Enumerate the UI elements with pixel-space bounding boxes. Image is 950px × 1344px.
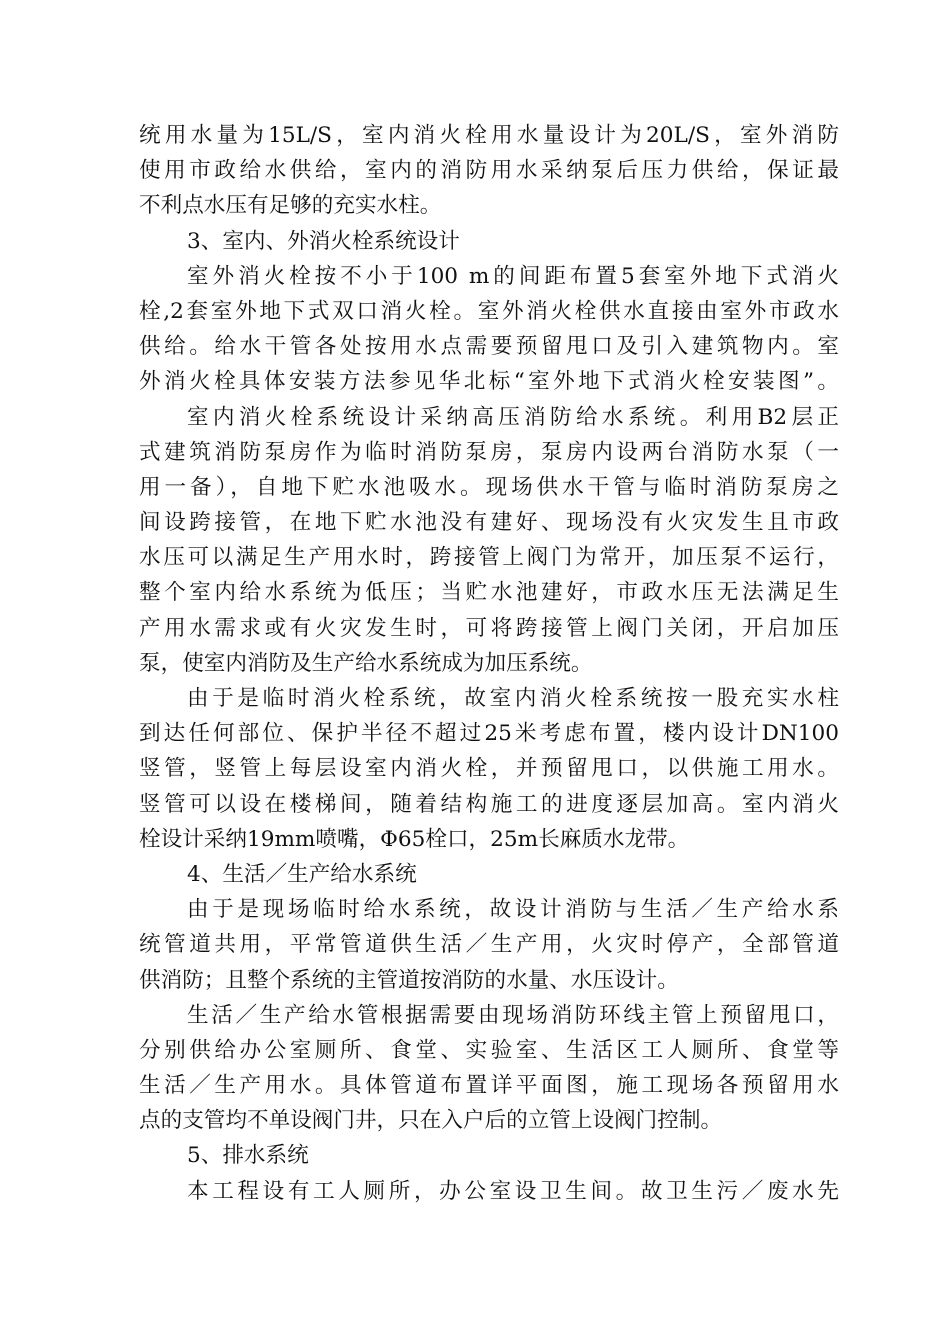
text-line: 分别供给办公室厕所、食堂、实验室、生活区工人厕所、食堂等 xyxy=(139,1037,839,1063)
text-line: 用一备），自地下贮水池吸水。现场供水干管与临时消防泵房之 xyxy=(139,474,839,500)
section-heading: 4、生活／生产给水系统 xyxy=(187,861,417,887)
text-line: 生活／生产给水管根据需要由现场消防环线主管上预留甩口， xyxy=(187,1002,839,1028)
section-heading: 5、排水系统 xyxy=(187,1143,309,1169)
text-line: 点的支管均不单设阀门井，只在入户后的立管上设阀门控制。 xyxy=(139,1108,723,1134)
text-line: 水压可以满足生产用水时，跨接管上阀门为常开，加压泵不运行， xyxy=(139,545,839,571)
text-line: 栓,2套室外地下式双口消火栓。室外消火栓供水直接由室外市政水 xyxy=(139,298,839,324)
text-line: 到达任何部位、保护半径不超过25米考虑布置，楼内设计DN100 xyxy=(139,721,839,747)
text-line: 间设跨接管，在地下贮水池没有建好、现场没有火灾发生且市政 xyxy=(139,510,839,536)
text-line: 使用市政给水供给，室内的消防用水采纳泵后压力供给，保证最 xyxy=(139,158,839,184)
text-line: 式建筑消防泵房作为临时消防泵房，泵房内设两台消防水泵（一 xyxy=(139,439,839,465)
text-line: 不利点水压有足够的充实水柱。 xyxy=(139,193,442,219)
text-line: 整个室内给水系统为低压；当贮水池建好，市政水压无法满足生 xyxy=(139,580,839,606)
text-line: 栓设计采纳19mm喷嘴，Φ65栓口，25m长麻质水龙带。 xyxy=(139,826,690,852)
text-line: 竖管可以设在楼梯间，随着结构施工的进度逐层加高。室内消火 xyxy=(139,791,839,817)
text-line: 泵，使室内消防及生产给水系统成为加压系统。 xyxy=(139,650,593,676)
document-body xyxy=(139,118,839,1209)
text-line: 统用水量为15L/S，室内消火栓用水量设计为20L/S，室外消防 xyxy=(139,123,839,148)
section-heading: 3、室内、外消火栓系统设计 xyxy=(187,228,460,254)
text-line: 外消火栓具体安装方法参见华北标“室外地下式消火栓安装图”。 xyxy=(139,369,839,395)
text-line: 室内消火栓系统设计采纳高压消防给水系统。利用B2层正 xyxy=(187,404,839,430)
text-line: 统管道共用，平常管道供生活／生产用，火灾时停产，全部管道 xyxy=(139,932,839,958)
text-line: 由于是现场临时给水系统，故设计消防与生活／生产给水系 xyxy=(187,897,839,923)
text-line: 室外消火栓按不小于100 m的间距布置5套室外地下式消火 xyxy=(187,263,839,289)
text-line: 竖管，竖管上每层设室内消火栓，并预留甩口，以供施工用水。 xyxy=(139,756,839,782)
text-line: 产用水需求或有火灾发生时，可将跨接管上阀门关闭，开启加压 xyxy=(139,615,839,641)
text-line: 供给。给水干管各处按用水点需要预留甩口及引入建筑物内。室 xyxy=(139,334,839,360)
text-line: 由于是临时消火栓系统，故室内消火栓系统按一股充实水柱 xyxy=(187,686,839,711)
text-line: 本工程设有工人厕所，办公室设卫生间。故卫生污／废水先 xyxy=(187,1178,839,1204)
text-line: 生活／生产用水。具体管道布置详平面图，施工现场各预留用水 xyxy=(139,1073,839,1099)
text-line: 供消防；且整个系统的主管道按消防的水量、水压设计。 xyxy=(139,967,679,993)
